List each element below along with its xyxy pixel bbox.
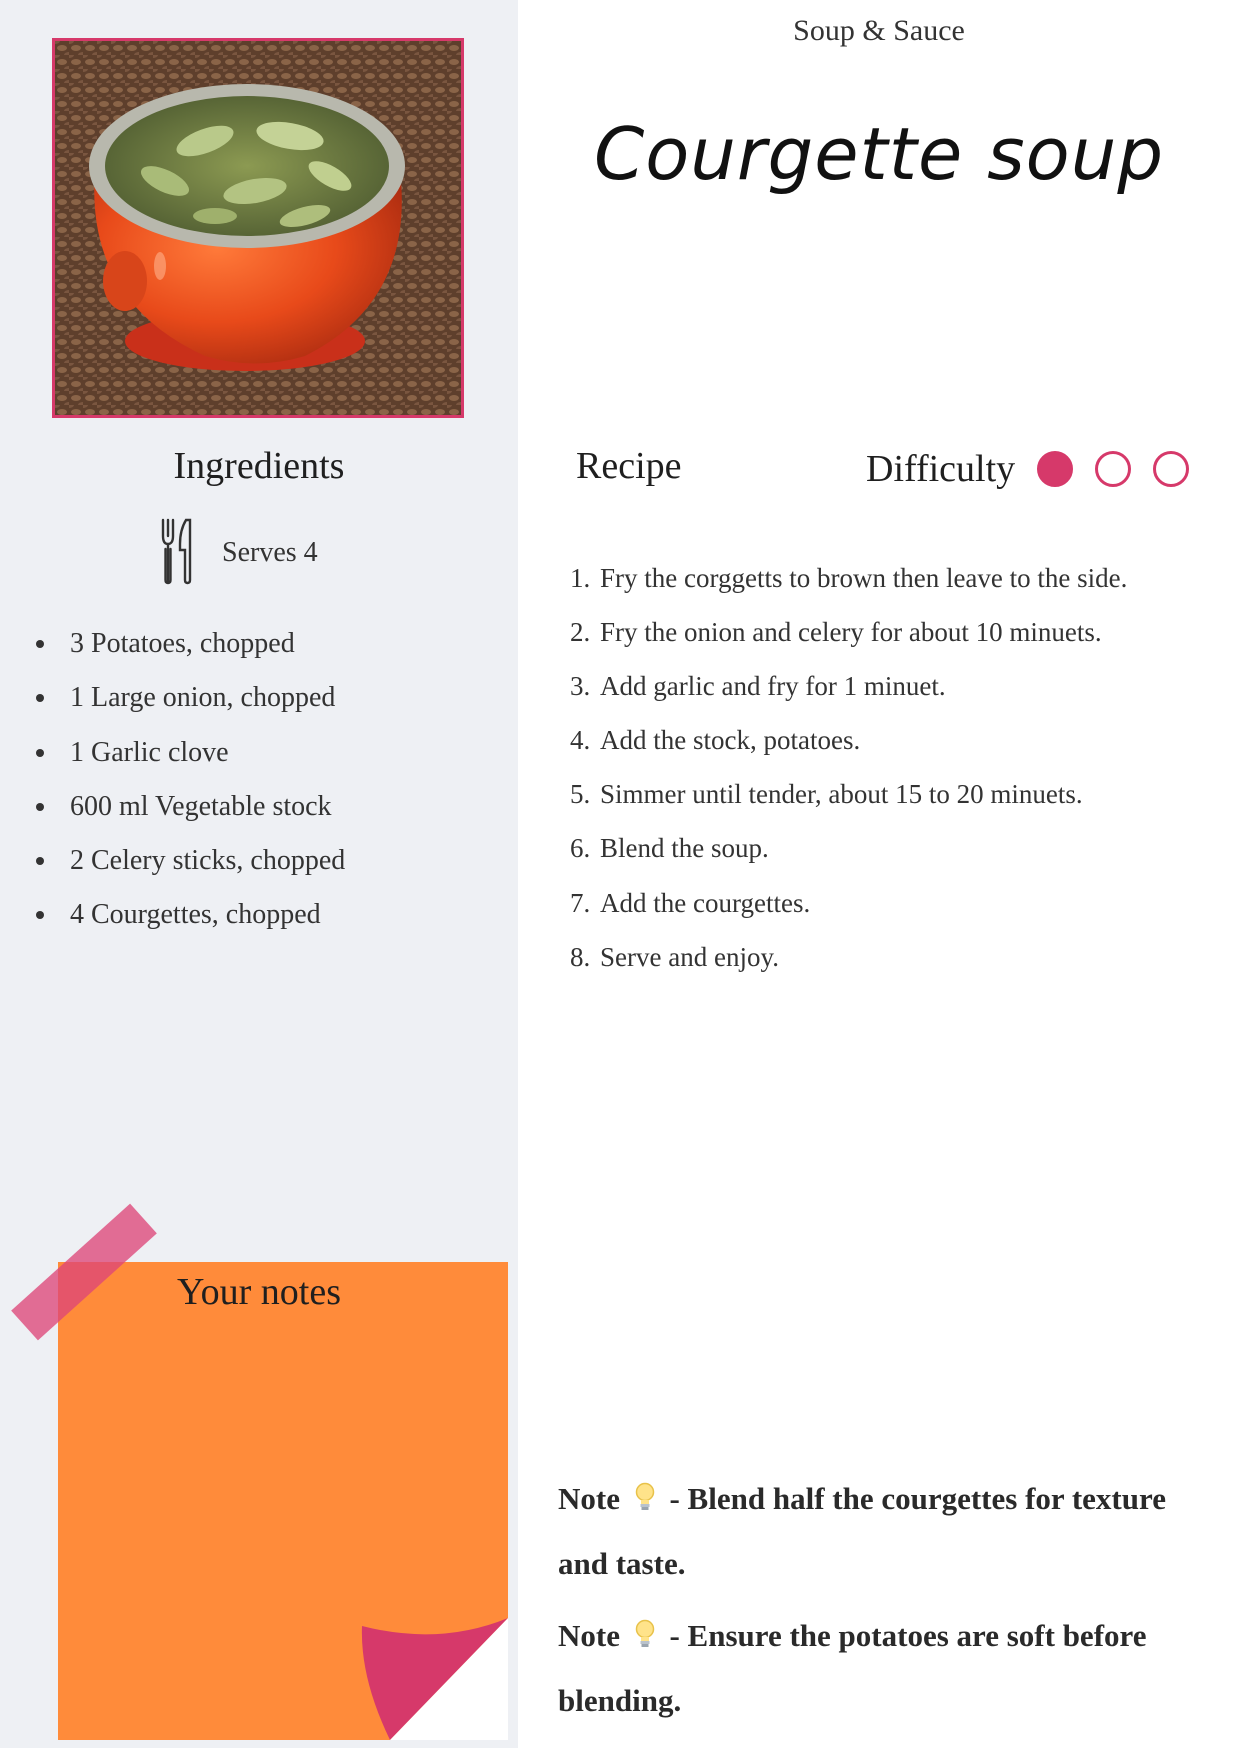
ingredient-item: 1 Garlic clove bbox=[34, 731, 345, 785]
tip-note bbox=[558, 1468, 1208, 1595]
step-number: 7. bbox=[570, 887, 591, 918]
ingredient-item: 600 ml Vegetable stock bbox=[34, 785, 345, 839]
tips-section bbox=[558, 1468, 1208, 1742]
ingredient-item: 1 Large onion, chopped bbox=[34, 676, 345, 730]
ingredient-item: 4 Courgettes, chopped bbox=[34, 893, 345, 947]
soup-photo bbox=[52, 38, 464, 418]
recipe-heading: Recipe bbox=[576, 445, 682, 487]
your-notes-heading: Your notes bbox=[176, 1271, 341, 1313]
tip-note bbox=[558, 1605, 1208, 1732]
step-number: 4. bbox=[570, 725, 591, 756]
page-title: Courgette soup bbox=[593, 112, 1165, 196]
page-curl-icon bbox=[350, 1618, 508, 1740]
ingredient-item: 2 Celery sticks, chopped bbox=[34, 839, 345, 893]
category-label: Soup & Sauce bbox=[793, 14, 965, 47]
recipe-step bbox=[570, 935, 1127, 989]
soup-bowl-illustration bbox=[55, 41, 461, 415]
step-text: Add the courgettes. bbox=[600, 887, 811, 918]
light-bulb-icon bbox=[634, 1608, 656, 1670]
step-text: Add garlic and fry for 1 minuet. bbox=[600, 671, 946, 702]
step-number: 1. bbox=[570, 563, 591, 593]
recipe-step bbox=[570, 664, 1127, 718]
step-number: 8. bbox=[570, 941, 591, 972]
light-bulb-icon bbox=[634, 1471, 656, 1533]
recipe-step bbox=[570, 826, 1127, 880]
step-number: 2. bbox=[570, 617, 591, 648]
cutlery-icon bbox=[160, 516, 194, 590]
tip-prefix: Note bbox=[558, 1617, 620, 1653]
difficulty-label: Difficulty bbox=[866, 448, 1016, 490]
step-text: Fry the onion and celery for about 10 minuets. bbox=[600, 617, 1102, 648]
difficulty-dot-empty bbox=[1095, 451, 1131, 487]
step-text: Blend the soup. bbox=[600, 833, 769, 864]
step-text: Serve and enjoy. bbox=[600, 941, 779, 972]
step-number: 6. bbox=[570, 833, 591, 864]
recipe-step bbox=[570, 881, 1127, 935]
tip-prefix: Note bbox=[558, 1481, 620, 1516]
difficulty-rating bbox=[866, 444, 1211, 494]
ingredient-list bbox=[34, 622, 345, 948]
step-text: Fry the corggetts to brown then leave to the side. bbox=[600, 563, 1128, 593]
step-text: Simmer until tender, about 15 to 20 minuets. bbox=[600, 779, 1083, 810]
recipe-steps bbox=[570, 556, 1127, 989]
recipe-step bbox=[570, 610, 1127, 664]
tip-text: - Ensure the potatoes are soft before blending. bbox=[558, 1617, 1147, 1718]
serves-text: Serves 4 bbox=[222, 537, 318, 568]
difficulty-dot-filled bbox=[1037, 451, 1073, 487]
recipe-step bbox=[570, 772, 1127, 826]
difficulty-dot-empty bbox=[1153, 451, 1189, 487]
step-text: Add the stock, potatoes. bbox=[600, 725, 861, 756]
recipe-step bbox=[570, 556, 1127, 610]
ingredients-heading: Ingredients bbox=[173, 445, 345, 487]
recipe-step bbox=[570, 718, 1127, 772]
tip-text: - Blend half the courgettes for texture and taste. bbox=[558, 1481, 1166, 1581]
serves-row bbox=[160, 518, 318, 588]
step-number: 5. bbox=[570, 779, 591, 810]
ingredient-item: 3 Potatoes, chopped bbox=[34, 622, 345, 676]
step-number: 3. bbox=[570, 671, 591, 702]
